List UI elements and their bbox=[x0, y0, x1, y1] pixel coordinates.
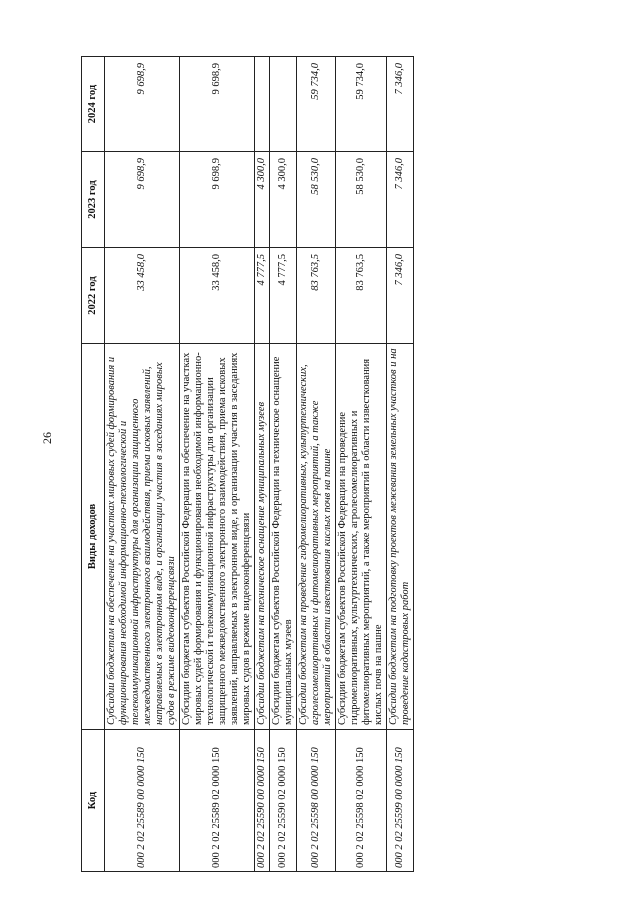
value-2024-cell bbox=[270, 57, 297, 152]
header-2023: 2023 год bbox=[82, 152, 105, 248]
revenue-table bbox=[81, 56, 414, 872]
value-2022-cell: 4 777,5 bbox=[270, 248, 297, 344]
header-2022: 2022 год bbox=[82, 248, 105, 344]
table-row bbox=[105, 57, 180, 872]
description-cell: Субсидии бюджетам на техническое оснащение муниципальных музеев bbox=[255, 344, 270, 730]
description-cell: Субсидии бюджетам субъектов Российской Федерации на техническое оснащение муниципальных музеев bbox=[270, 344, 297, 730]
code-cell: 000 2 02 25599 00 0000 150 bbox=[387, 730, 414, 872]
value-2023-cell: 58 530,0 bbox=[336, 152, 387, 248]
value-2022-cell: 4 777,5 bbox=[255, 248, 270, 344]
value-2024-cell: 59 734,0 bbox=[336, 57, 387, 152]
table-row bbox=[336, 57, 387, 872]
table-row bbox=[255, 57, 270, 872]
value-2022-cell: 83 763,5 bbox=[297, 248, 336, 344]
header-row bbox=[82, 57, 105, 872]
code-cell: 000 2 02 25590 00 0000 150 bbox=[255, 730, 270, 872]
value-2024-cell: 9 698,9 bbox=[180, 57, 255, 152]
rotated-page bbox=[81, 57, 563, 872]
table-row bbox=[180, 57, 255, 872]
value-2023-cell: 7 346,0 bbox=[387, 152, 414, 248]
description-cell: Субсидии бюджетам на подготовку проектов межевания земельных участков и на проведение кадастровых работ bbox=[387, 344, 414, 730]
header-code: Код bbox=[82, 730, 105, 872]
value-2023-cell: 9 698,9 bbox=[180, 152, 255, 248]
code-cell: 000 2 02 25598 02 0000 150 bbox=[336, 730, 387, 872]
value-2023-cell: 4 300,0 bbox=[270, 152, 297, 248]
value-2024-cell bbox=[255, 57, 270, 152]
value-2022-cell: 33 458,0 bbox=[180, 248, 255, 344]
description-cell: Субсидии бюджетам на обеспечение на участках мировых судей формирования и функционирования необходимой информационно-технологической и телекоммуникационной инфраструктуры для организации защищенного межведомственного электронного взаимодействия, приема исковых заявлений, направляемых в электронном виде, и организации участия в заседаниях мировых судов в режиме видеоконференцсвязи bbox=[105, 344, 180, 730]
value-2022-cell: 33 458,0 bbox=[105, 248, 180, 344]
code-cell: 000 2 02 25590 02 0000 150 bbox=[270, 730, 297, 872]
table-row bbox=[270, 57, 297, 872]
description-cell: Субсидии бюджетам субъектов Российской Федерации на проведение гидромелиоративных, культуртехнических, агролесомелиоративных и фитомелиоративных мероприятий, а также мероприятий в области известкования кислых почв на пашне bbox=[336, 344, 387, 730]
value-2024-cell: 59 734,0 bbox=[297, 57, 336, 152]
value-2023-cell: 4 300,0 bbox=[255, 152, 270, 248]
value-2023-cell: 9 698,9 bbox=[105, 152, 180, 248]
header-kind: Виды доходов bbox=[82, 344, 105, 730]
page-number: 26 bbox=[40, 432, 54, 444]
value-2024-cell: 7 346,0 bbox=[387, 57, 414, 152]
code-cell: 000 2 02 25598 00 0000 150 bbox=[297, 730, 336, 872]
code-cell: 000 2 02 25589 02 0000 150 bbox=[180, 730, 255, 872]
description-cell: Субсидии бюджетам субъектов Российской Федерации на обеспечение на участках мировых судей формирования и функционирования необходимой информационно-технологической и телекоммуникационной инфраструктуры для организации защищенного межведомственного электронного взаимодействия, приема исковых заявлений, направляемых в электронном виде, и организации участия в заседаниях мировых судов в режиме видеоконференцсвязи bbox=[180, 344, 255, 730]
table-row bbox=[387, 57, 414, 872]
description-cell: Субсидии бюджетам на проведение гидромелиоративных, культуртехнических, агролесомелиоративных и фитомелиоративных мероприятий, а также мероприятий в области известкования кислых почв на пашне bbox=[297, 344, 336, 730]
value-2023-cell: 58 530,0 bbox=[297, 152, 336, 248]
table-row bbox=[297, 57, 336, 872]
header-2024: 2024 год bbox=[82, 57, 105, 152]
value-2022-cell: 83 763,5 bbox=[336, 248, 387, 344]
code-cell: 000 2 02 25589 00 0000 150 bbox=[105, 730, 180, 872]
value-2022-cell: 7 346,0 bbox=[387, 248, 414, 344]
value-2024-cell: 9 698,9 bbox=[105, 57, 180, 152]
